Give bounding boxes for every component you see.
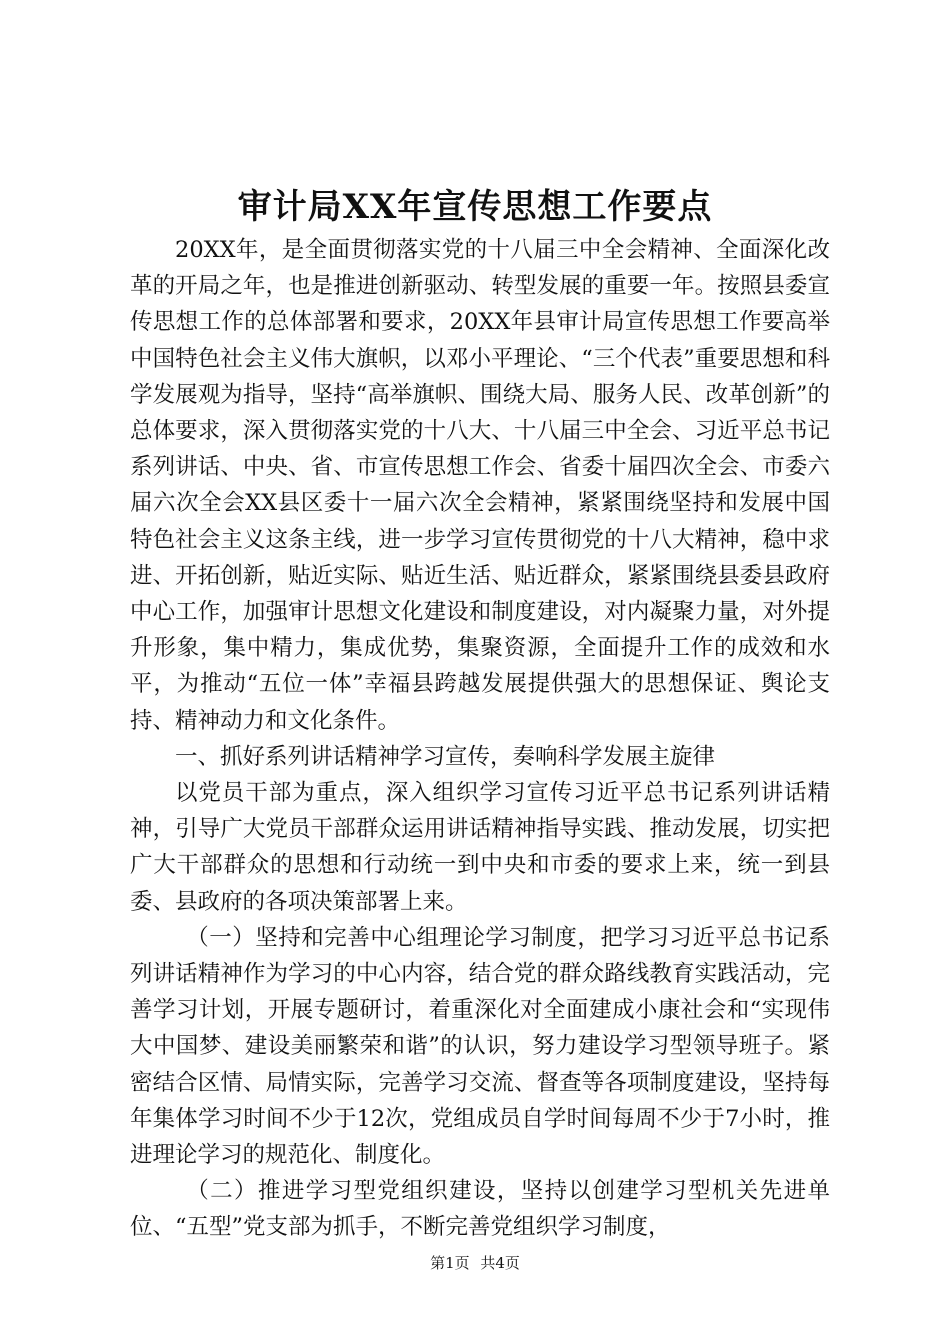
page-footer [0,1253,950,1273]
paragraph-intro: 20XX年，是全面贯彻落实党的十八届三中全会精神、全面深化改革的开局之年，也是推进创新驱动、转型发展的重要一年。按照县委宣传思想工作的总体部署和要求，20XX年县审计局宣传思想工作要高举中国特色社会主义伟大旗帜，以邓小平理论、“三个代表”重要思想和科学发展观为指导，坚持“高举旗帜、围绕大局、服务人民、改革创新”的总体要求，深入贯彻落实党的十八大、十八届三中全会、习近平总书记系列讲话、中央、省、市宣传思想工作会、省委十届四次全会、市委六届六次全会XX县区委十一届六次全会精神，紧紧围绕坚持和发展中国特色社会主义这条主线，进一步学习宣传贯彻党的十八大精神，稳中求进、开拓创新，贴近实际、贴近生活、贴近群众，紧紧围绕县委县政府中心工作，加强审计思想文化建设和制度建设，对内凝聚力量，对外提升形象，集中精力，集成优势，集聚资源，全面提升工作的成效和水平，为推动“五位一体”幸福县跨越发展提供强大的思想保证、舆论支持、精神动力和文化条件。 [130,237,830,734]
total-pages: 共4页 [480,1254,520,1272]
section-heading-1: 一、抓好系列讲话精神学习宣传，奏响科学发展主旋律 [175,743,716,770]
page-number: 第1页 [430,1254,470,1272]
paragraph-section-1: 以党员干部为重点，深入组织学习宣传习近平总书记系列讲话精神，引导广大党员干部群众运用讲话精神指导实践、推动发展，切实把广大干部群众的思想和行动统一到中央和市委的要求上来，统一到县委、县政府的各项决策部署上来。 [130,780,830,915]
document-body [130,232,830,1246]
document-title: 审计局XX年宣传思想工作要点 [237,187,713,227]
paragraph-item-1: （一）坚持和完善中心组理论学习制度，把学习习近平总书记系列讲话精神作为学习的中心内容，结合党的群众路线教育实践活动，完善学习计划，开展专题研讨，着重深化对全面建成小康社会和“实现伟大中国梦、建设美丽繁荣和谐”的认识，努力建设学习型领导班子。紧密结合区情、局情实际，完善学习交流、督查等各项制度建设，坚持每年集体学习时间不少于12次，党组成员自学时间每周不少于7小时，推进理论学习的规范化、制度化。 [130,924,830,1169]
paragraph-item-2: （二）推进学习型党组织建设，坚持以创建学习型机关先进单位、“五型”党支部为抓手，不断完善党组织学习制度， [130,1178,830,1241]
